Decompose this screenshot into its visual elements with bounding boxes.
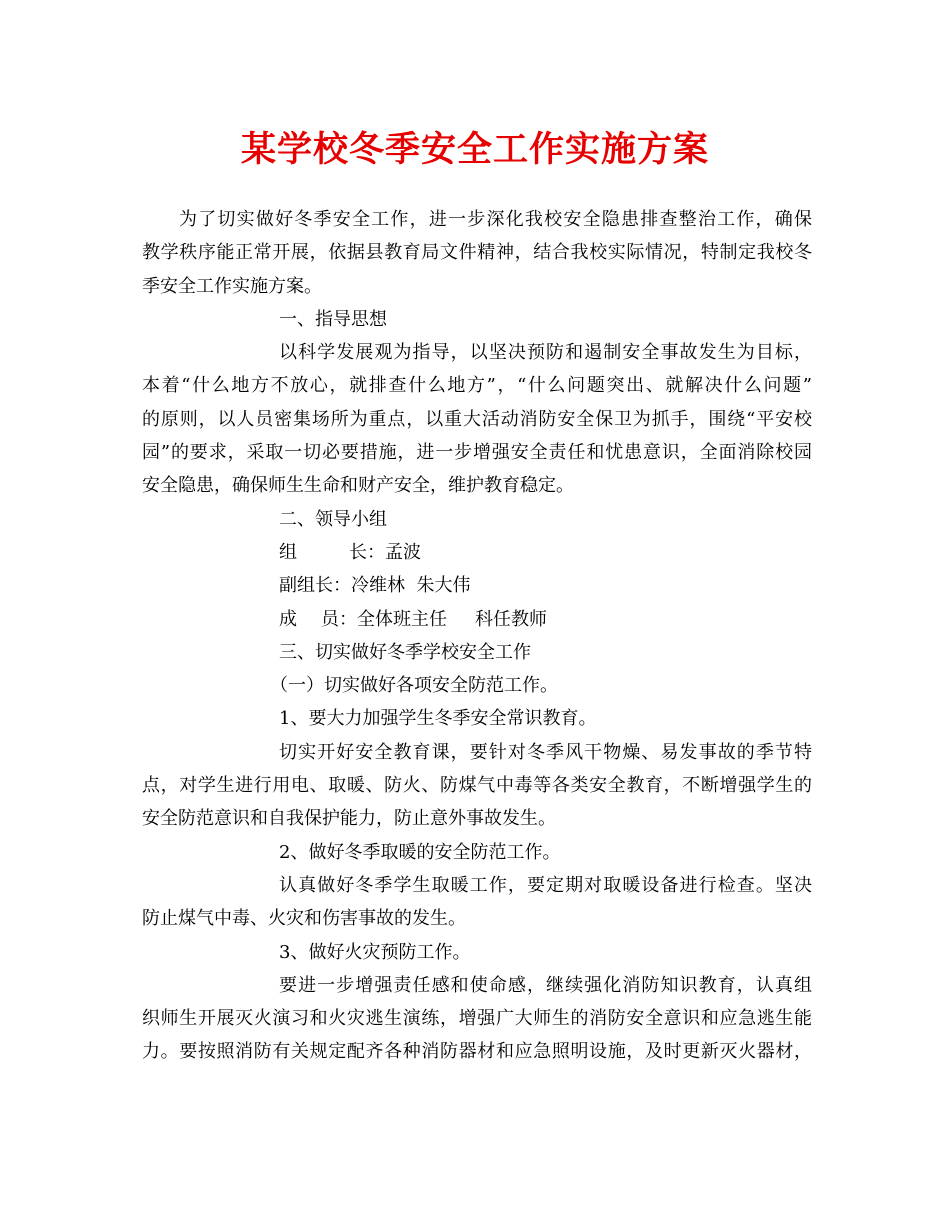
intro-line: 教学秩序能正常开展，依据县教育局文件精神，结合我校实际情况，特制定我校冬 bbox=[142, 242, 812, 264]
members-label-b: 员： bbox=[321, 608, 357, 630]
paragraph-line: 织师生开展灭火演习和火灾逃生演练，增强广大师生的消防安全意识和应急逃生能 bbox=[142, 1008, 812, 1030]
item-heading: 2、做好冬季取暖的安全防范工作。 bbox=[279, 841, 561, 863]
paragraph-line: 力。要按照消防有关规定配齐各种消防器材和应急照明设施，及时更新灭火器材， bbox=[142, 1041, 812, 1063]
subsection-heading: （一）切实做好各项安全防范工作。 bbox=[270, 675, 558, 697]
paragraph-line: 安全隐患，确保师生生命和财产安全，维护教育稳定。 bbox=[142, 475, 574, 497]
paragraph-line: 要进一步增强责任感和使命感，继续强化消防知识教育，认真组 bbox=[279, 974, 812, 996]
item-heading: 1、要大力加强学生冬季安全常识教育。 bbox=[279, 708, 597, 730]
paragraph-line: 安全防范意识和自我保护能力，防止意外事故发生。 bbox=[142, 808, 556, 830]
intro-line: 为了切实做好冬季安全工作，进一步深化我校安全隐患排查整治工作，确保 bbox=[179, 209, 812, 230]
paragraph-line: 认真做好冬季学生取暖工作，要定期对取暖设备进行检查。坚决 bbox=[279, 874, 812, 896]
deputy-row bbox=[142, 569, 812, 602]
intro-line: 季安全工作实施方案。 bbox=[142, 275, 322, 297]
document-body bbox=[142, 203, 812, 1069]
paragraph-line: 本着“什么地方不放心，就排查什么地方”，“什么问题突出、就解决什么问题” bbox=[142, 375, 812, 397]
leader-name: 孟波 bbox=[385, 541, 421, 563]
document-title: 某学校冬季安全工作实施方案 bbox=[240, 129, 709, 170]
section-heading: 一、指导思想 bbox=[279, 308, 387, 330]
members-label-a: 成 bbox=[279, 608, 297, 630]
members-value-a: 全体班主任 bbox=[357, 608, 447, 630]
paragraph-line: 防止煤气中毒、火灾和伤害事故的发生。 bbox=[142, 908, 466, 930]
paragraph-line: 切实开好安全教育课，要针对冬季风干物燥、易发事故的季节特 bbox=[279, 741, 812, 763]
deputy-names: 冷维林 朱大伟 bbox=[351, 575, 471, 597]
paragraph-line: 园”的要求，采取一切必要措施，进一步增强安全责任和忧患意识，全面消除校园 bbox=[142, 442, 812, 464]
paragraph-line: 点，对学生进行用电、取暖、防火、防煤气中毒等各类安全教育，不断增强学生的 bbox=[142, 775, 812, 797]
leader-row bbox=[142, 536, 812, 569]
leader-label-a: 组 bbox=[279, 541, 297, 563]
leader-label-b: 长： bbox=[349, 541, 385, 563]
item-heading: 3、做好火灾预防工作。 bbox=[279, 941, 471, 963]
paragraph-line: 的原则，以人员密集场所为重点，以重大活动消防安全保卫为抓手，围绕“平安校 bbox=[142, 408, 812, 430]
members-value-b: 科任教师 bbox=[475, 608, 547, 630]
members-row bbox=[142, 603, 812, 636]
section-heading: 三、切实做好冬季学校安全工作 bbox=[279, 641, 531, 663]
section-heading: 二、领导小组 bbox=[279, 508, 387, 530]
deputy-label: 副组长： bbox=[279, 575, 351, 597]
paragraph-line: 以科学发展观为指导，以坚决预防和遏制安全事故发生为目标， bbox=[279, 342, 812, 364]
